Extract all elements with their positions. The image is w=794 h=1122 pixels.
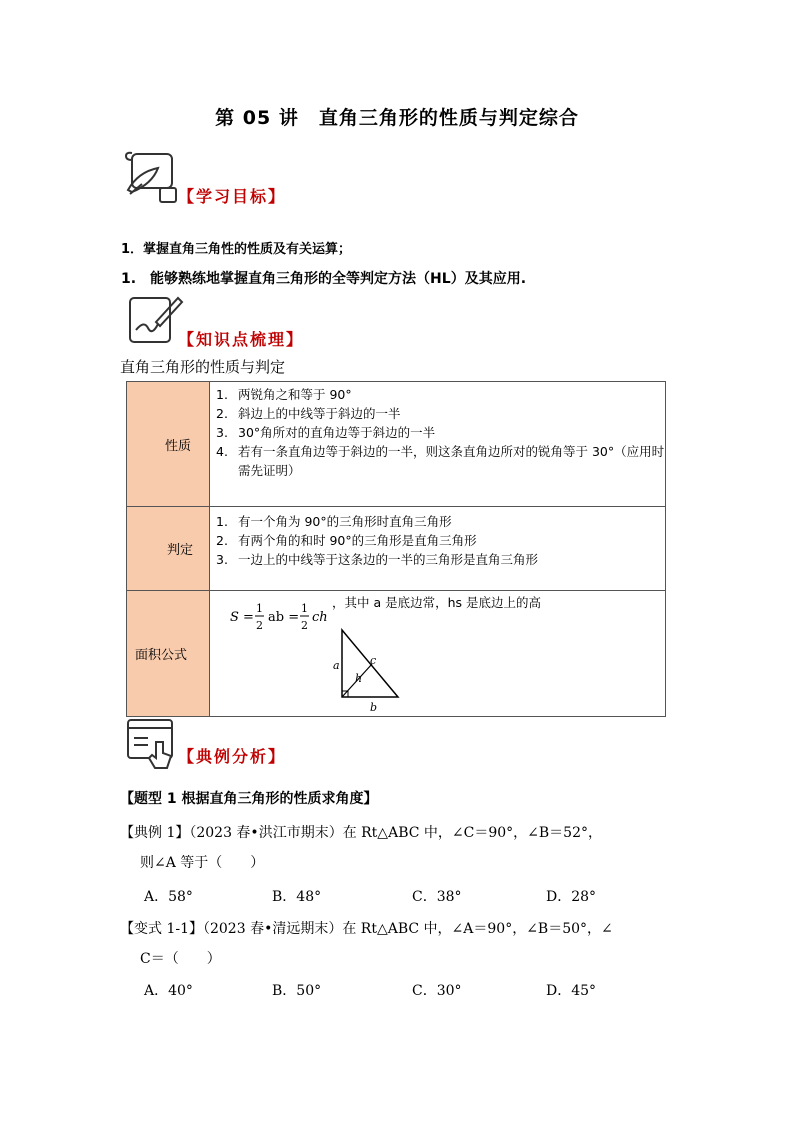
learning-goals-banner: 【学习目标】 <box>178 187 287 206</box>
variant1-option-d: D．45° <box>546 983 597 999</box>
list-item: 4. 若有一条直角边等于斜边的一半，则这条直角边所对的锐角等于 30°（应用时需先证明） <box>216 444 665 478</box>
example1-option-c: C．38° <box>412 889 462 905</box>
type1-heading: 【题型 1 根据直角三角形的性质求角度】 <box>120 791 378 807</box>
formula-lhs: S = <box>230 610 254 625</box>
criteria-header <box>127 507 210 591</box>
knowledge-review-banner: 【知识点梳理】 <box>178 330 305 349</box>
example-analysis-banner: 【典例分析】 <box>178 747 287 766</box>
example1-option-a: A．58° <box>144 889 193 905</box>
criteria-content <box>210 507 666 591</box>
section-heading: 直角三角形的性质与判定 <box>120 358 286 376</box>
example1-option-b: B．48° <box>272 889 322 905</box>
variant1-option-c: C．30° <box>412 983 462 999</box>
formula-end: ch <box>312 610 328 625</box>
page-title: 第 05 讲 直角三角形的性质与判定综合 <box>215 107 579 129</box>
table-row-properties <box>127 382 666 507</box>
list-item: 3. 一边上的中线等于这条边的一半的三角形是直角三角形 <box>216 552 539 567</box>
frac-den-2: 2 <box>301 619 308 632</box>
properties-content <box>210 382 666 507</box>
criteria-label: 判定 <box>167 543 194 558</box>
side-c-label: c <box>370 654 377 667</box>
variant1-option-a: A．40° <box>144 983 193 999</box>
knowledge-table <box>126 381 666 717</box>
list-item: 2. 有两个角的和时 90°的三角形是直角三角形 <box>216 533 477 548</box>
area-label: 面积公式 <box>135 648 188 663</box>
formula-mid: ab = <box>268 610 300 625</box>
table-row-area <box>127 591 666 717</box>
properties-label: 性质 <box>165 438 192 454</box>
goal-1: 1．掌握直角三角性的性质及有关运算； <box>121 242 352 257</box>
side-b-label: b <box>370 701 378 714</box>
area-formula-diagram <box>210 591 666 715</box>
properties-header <box>127 382 210 507</box>
variant1-line2: C＝（ ） <box>140 951 221 967</box>
list-item: 2. 斜边上的中线等于斜边的一半 <box>216 406 401 421</box>
frac-den-1: 2 <box>256 619 263 632</box>
example1-line1: 【典例 1】（2023 春•洪江市期末）在 Rt△ABC 中，∠C＝90°，∠B＝52°， <box>120 825 602 841</box>
example1-line2: 则∠A 等于（ ） <box>140 855 265 871</box>
list-item: 1. 两锐角之和等于 90° <box>216 387 352 402</box>
formula-note: ，其中 a 是底边常，hs 是底边上的高 <box>332 595 542 610</box>
browser-pointer-icon <box>126 718 182 772</box>
goal-2: 1. 能够熟练地掌握直角三角形的全等判定方法（HL）及其应用. <box>121 271 527 287</box>
variant1-line1: 【变式 1-1】（2023 春•清远期末）在 Rt△ABC 中，∠A＝90°，∠B＝50°，∠ <box>120 921 613 937</box>
example1-option-d: D．28° <box>546 889 597 905</box>
frac-num-1: 1 <box>256 602 263 615</box>
frac-num-2: 1 <box>301 602 308 615</box>
list-item: 1. 有一个角为 90°的三角形时直角三角形 <box>216 514 452 529</box>
variant1-option-b: B．50° <box>272 983 322 999</box>
area-content <box>210 591 666 717</box>
scroll-quill-icon <box>122 150 182 206</box>
side-a-label: a <box>333 659 340 672</box>
list-item: 3. 30°角所对的直角边等于斜边的一半 <box>216 425 436 440</box>
notepad-pen-icon <box>126 292 184 348</box>
height-h-label: h <box>355 672 363 685</box>
table-row-criteria <box>127 507 666 591</box>
area-header <box>127 591 210 717</box>
